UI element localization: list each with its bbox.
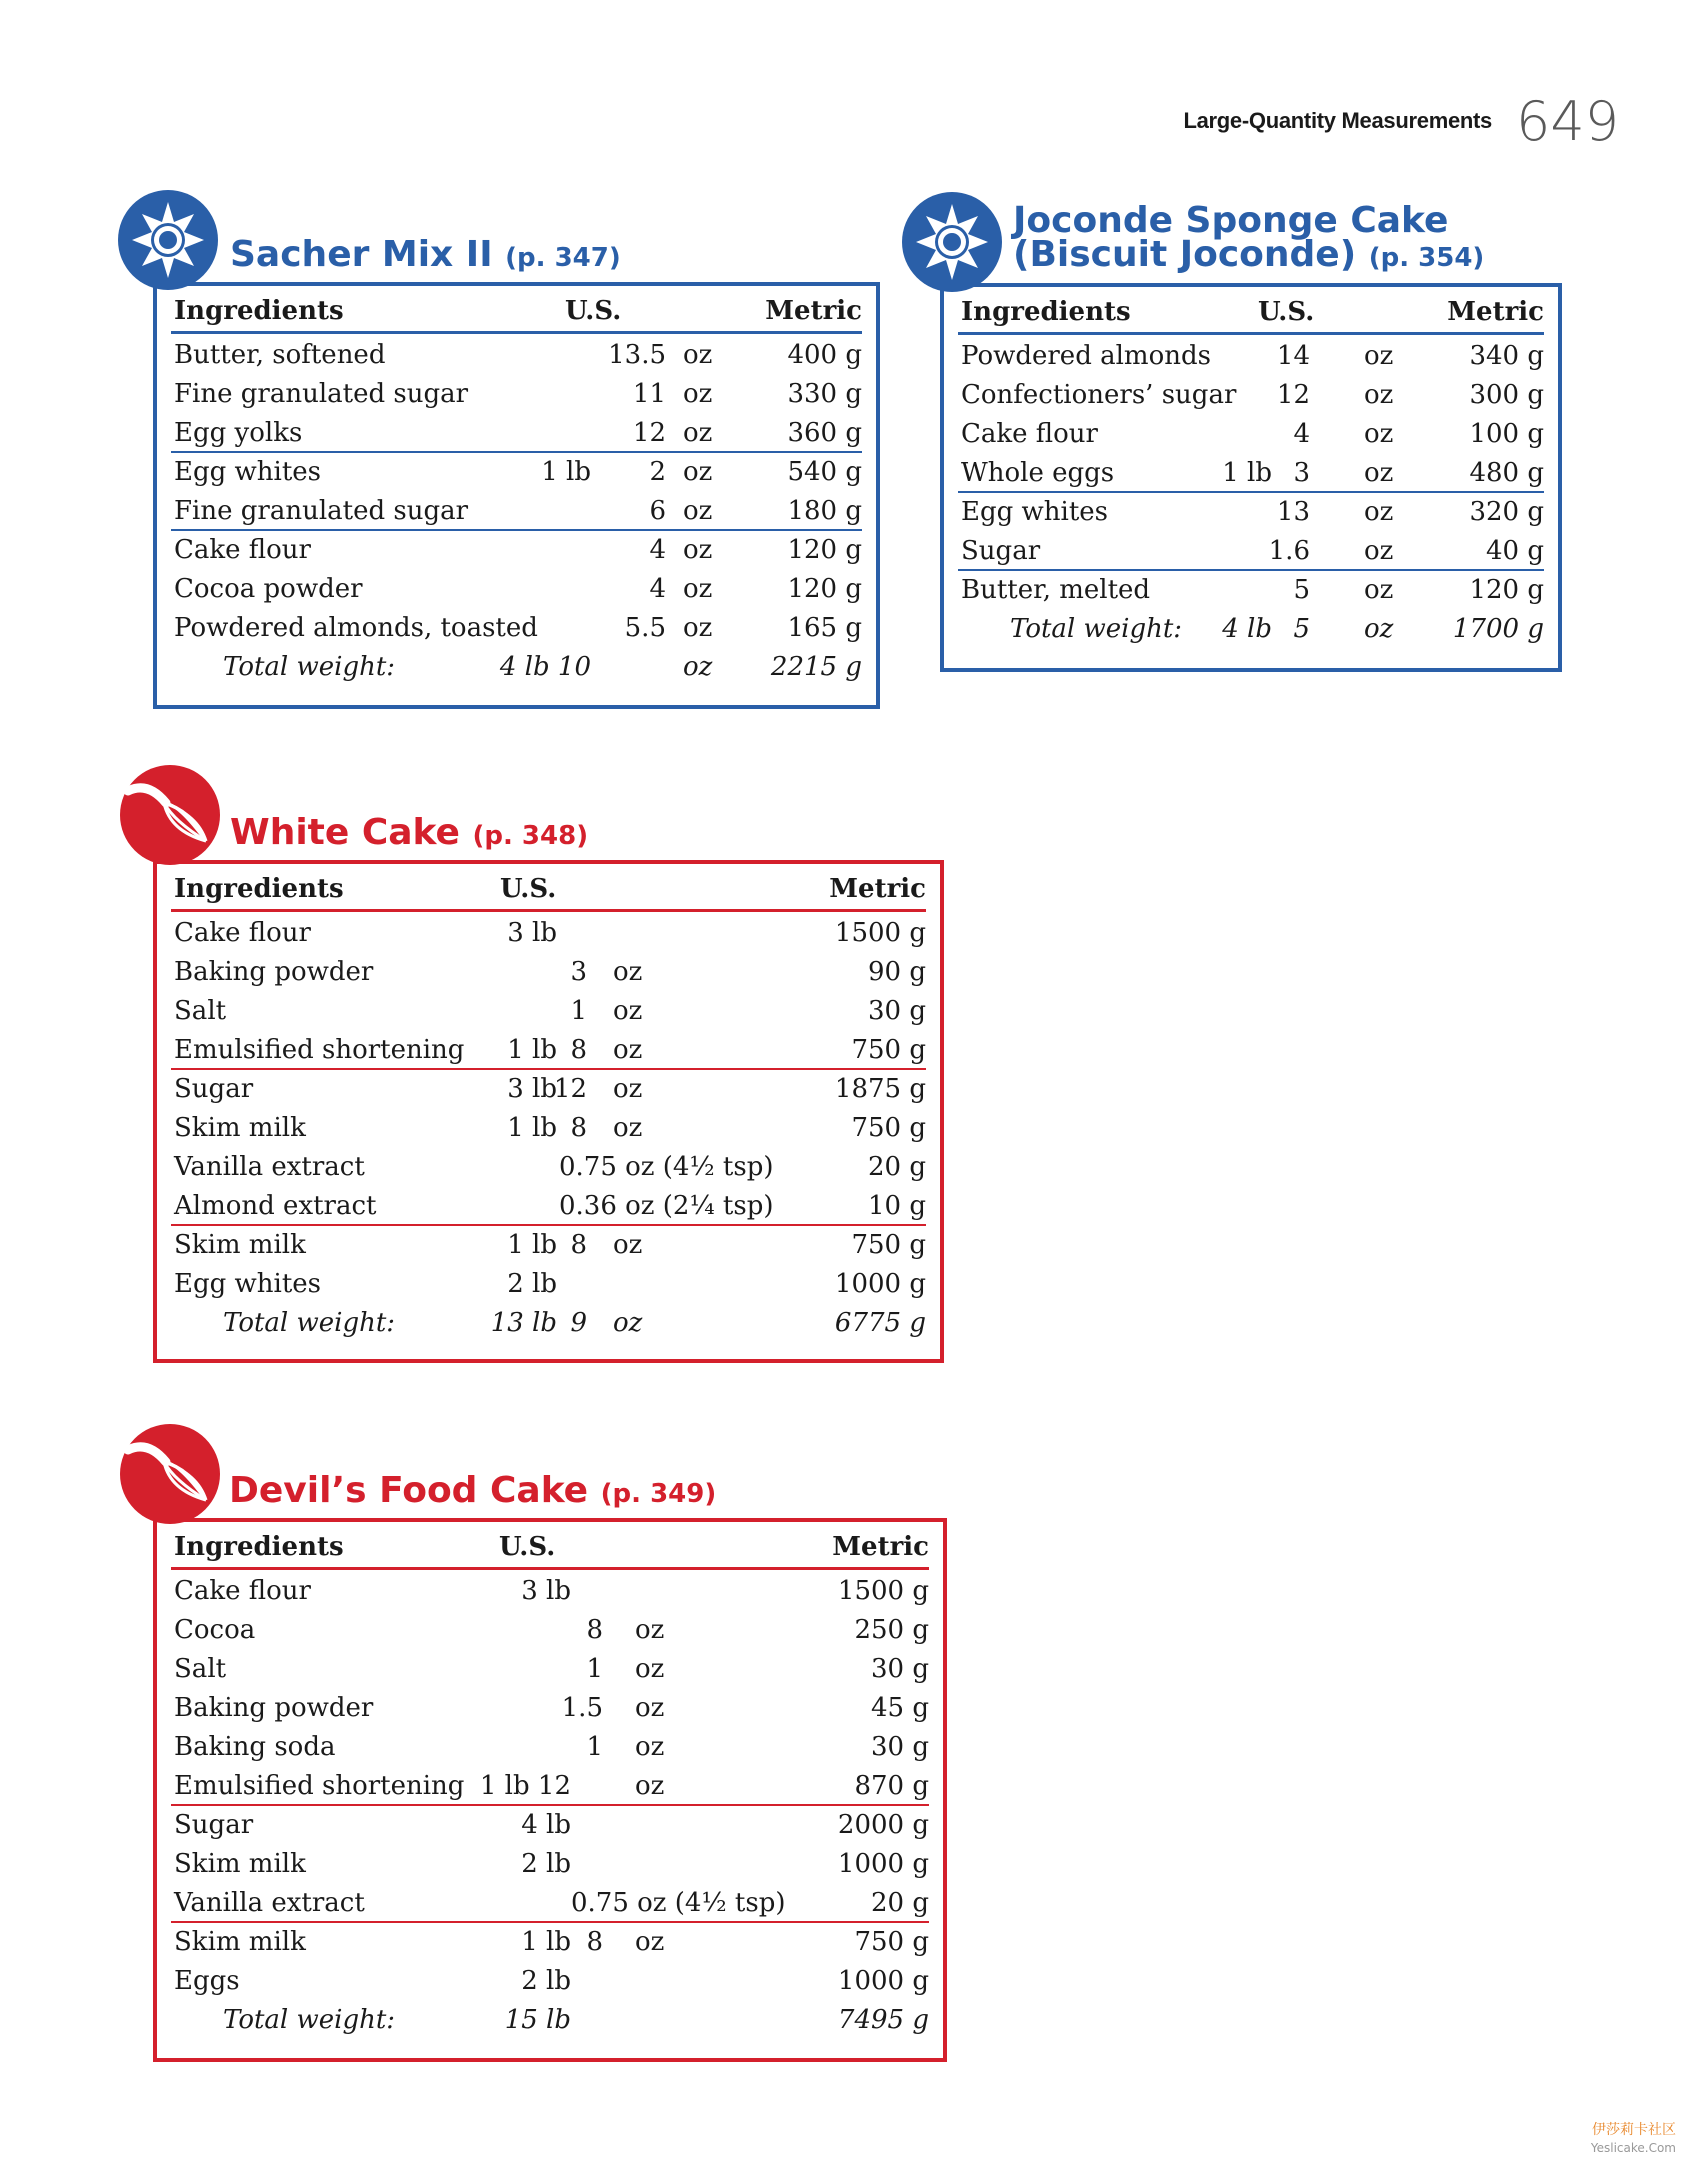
sacher-title xyxy=(230,234,621,275)
total-pounds: 15 lb xyxy=(504,2005,571,2035)
us-ounces: 13.5 xyxy=(608,340,666,370)
table-row xyxy=(157,375,876,414)
metric-value: 750 g xyxy=(851,1230,926,1260)
metric-value: 1875 g xyxy=(834,1074,926,1104)
ingredient-name: Baking soda xyxy=(174,1732,336,1762)
us-ounces: 5 xyxy=(1293,575,1310,605)
us-ounces: 3 xyxy=(570,957,587,987)
us-unit: oz xyxy=(613,1035,643,1065)
metric-value: 10 g xyxy=(868,1191,926,1221)
metric-value: 1500 g xyxy=(837,1576,929,1606)
watermark xyxy=(1591,2121,1676,2157)
joconde-page-ref: (p. 354) xyxy=(1368,243,1485,273)
us-unit: oz xyxy=(683,496,713,526)
ingredient-name: Sugar xyxy=(961,536,1041,566)
col-ingredients: Ingredients xyxy=(174,296,344,326)
total-unit: oz xyxy=(683,652,713,682)
ingredient-name: Salt xyxy=(174,1654,227,1684)
ingredient-name: Cake flour xyxy=(174,535,311,565)
table-row xyxy=(157,953,940,992)
ingredient-name: Eggs xyxy=(174,1966,240,1996)
us-unit: oz xyxy=(1364,536,1394,566)
whisk-emblem-icon xyxy=(118,763,222,867)
metric-value: 180 g xyxy=(787,496,862,526)
ingredient-name: Skim milk xyxy=(174,1927,306,1957)
us-pounds: 1 lb xyxy=(507,1230,557,1260)
metric-value: 165 g xyxy=(787,613,862,643)
total-ounces: 9 xyxy=(570,1308,587,1338)
running-header: Large-Quantity Measurements xyxy=(1183,108,1492,133)
table-row xyxy=(157,1226,940,1265)
us-unit: oz xyxy=(683,340,713,370)
us-ounces: 4 xyxy=(649,574,666,604)
us-unit: oz xyxy=(613,996,643,1026)
col-metric: Metric xyxy=(1447,297,1544,327)
metric-value: 300 g xyxy=(1469,380,1544,410)
us-pounds: 1 lb 12 xyxy=(479,1771,571,1801)
table-row xyxy=(157,1572,943,1611)
col-ingredients: Ingredients xyxy=(961,297,1131,327)
sacher-header-row xyxy=(157,292,876,331)
col-us: U.S. xyxy=(565,296,622,326)
table-row xyxy=(157,1031,940,1070)
metric-value: 120 g xyxy=(787,574,862,604)
col-metric: Metric xyxy=(832,1532,929,1562)
watermark-line1: 伊莎莉卡社区 xyxy=(1592,2122,1676,2138)
col-us: U.S. xyxy=(500,874,557,904)
table-row xyxy=(944,337,1558,376)
total-pounds: 4 lb xyxy=(1222,614,1272,644)
devils-header-row xyxy=(157,1528,943,1567)
total-metric: 2215 g xyxy=(770,652,862,682)
us-ounces: 3 xyxy=(1293,458,1310,488)
cordon-bleu-emblem-icon xyxy=(116,188,220,292)
us-ounces: 1.6 xyxy=(1268,536,1310,566)
devils-food-title xyxy=(229,1470,716,1511)
table-row xyxy=(157,1611,943,1650)
table-row xyxy=(944,493,1558,532)
sacher-table xyxy=(153,282,880,709)
table-row xyxy=(157,1806,943,1845)
us-unit: oz xyxy=(635,1654,665,1684)
us-ounces: 4 xyxy=(1293,419,1310,449)
col-metric: Metric xyxy=(765,296,862,326)
white-cake-page-ref: (p. 348) xyxy=(472,821,589,851)
us-extra: 0.75 oz (4½ tsp) xyxy=(559,1152,774,1182)
table-row xyxy=(157,1767,943,1806)
metric-value: 1000 g xyxy=(837,1849,929,1879)
metric-value: 340 g xyxy=(1469,341,1544,371)
metric-value: 40 g xyxy=(1486,536,1544,566)
us-unit: oz xyxy=(613,1113,643,1143)
us-unit: oz xyxy=(635,1615,665,1645)
ingredient-name: Skim milk xyxy=(174,1849,306,1879)
col-us: U.S. xyxy=(1258,297,1315,327)
ingredient-name: Butter, melted xyxy=(961,575,1151,605)
total-row xyxy=(157,648,876,687)
us-ounces: 1 xyxy=(586,1732,603,1762)
metric-value: 360 g xyxy=(787,418,862,448)
table-row xyxy=(944,454,1558,493)
us-unit: oz xyxy=(1364,380,1394,410)
cordon-bleu-emblem-icon xyxy=(900,190,1004,294)
white-header-row xyxy=(157,870,940,909)
ingredient-name: Cocoa xyxy=(174,1615,256,1645)
us-ounces: 5.5 xyxy=(624,613,666,643)
us-pounds: 2 lb xyxy=(521,1966,571,1996)
total-metric: 6775 g xyxy=(834,1308,926,1338)
us-ounces: 8 xyxy=(586,1927,603,1957)
ingredient-name: Powdered almonds xyxy=(961,341,1211,371)
us-ounces: 13 xyxy=(1276,497,1310,527)
us-unit: oz xyxy=(683,535,713,565)
ingredient-name: Emulsified shortening xyxy=(174,1771,465,1801)
total-unit: oz xyxy=(613,1308,643,1338)
us-unit: oz xyxy=(635,1732,665,1762)
us-unit: oz xyxy=(683,613,713,643)
table-row xyxy=(157,453,876,492)
metric-value: 2000 g xyxy=(837,1810,929,1840)
ingredient-name: Almond extract xyxy=(174,1191,377,1221)
us-unit: oz xyxy=(683,418,713,448)
ingredient-name: Vanilla extract xyxy=(174,1888,365,1918)
total-pounds: 13 lb xyxy=(490,1308,557,1338)
metric-value: 750 g xyxy=(854,1927,929,1957)
metric-value: 870 g xyxy=(854,1771,929,1801)
us-ounces: 12 xyxy=(1276,380,1310,410)
ingredient-name: Egg whites xyxy=(174,457,322,487)
table-row xyxy=(157,1265,940,1304)
table-row xyxy=(157,609,876,648)
total-label: Total weight: xyxy=(223,652,396,682)
us-unit: oz xyxy=(683,574,713,604)
table-row xyxy=(157,531,876,570)
header-rule xyxy=(171,1567,929,1570)
ingredient-name: Cocoa powder xyxy=(174,574,363,604)
joconde-title-line1: Joconde Sponge Cake xyxy=(1013,200,1449,241)
metric-value: 320 g xyxy=(1469,497,1544,527)
metric-value: 480 g xyxy=(1469,458,1544,488)
us-ounces: 14 xyxy=(1276,341,1310,371)
us-pounds: 3 lb xyxy=(507,1074,557,1104)
header-rule xyxy=(171,909,926,912)
joconde-table xyxy=(940,283,1562,672)
us-unit: oz xyxy=(1364,419,1394,449)
us-unit: oz xyxy=(635,1771,665,1801)
joconde-title-line2: (Biscuit Joconde) xyxy=(1013,234,1357,275)
ingredient-name: Fine granulated sugar xyxy=(174,379,469,409)
metric-value: 120 g xyxy=(1469,575,1544,605)
ingredient-name: Emulsified shortening xyxy=(174,1035,465,1065)
total-pounds: 4 lb 10 xyxy=(499,652,591,682)
ingredient-name: Sugar xyxy=(174,1810,254,1840)
devils-food-title-text: Devil’s Food Cake xyxy=(229,1470,589,1511)
ingredient-name: Cake flour xyxy=(174,1576,311,1606)
table-row xyxy=(157,1650,943,1689)
metric-value: 120 g xyxy=(787,535,862,565)
us-ounces: 8 xyxy=(570,1113,587,1143)
metric-value: 30 g xyxy=(871,1732,929,1762)
table-row xyxy=(157,1148,940,1187)
us-pounds: 1 lb xyxy=(521,1927,571,1957)
metric-value: 1000 g xyxy=(834,1269,926,1299)
whisk-emblem-icon xyxy=(118,1422,222,1526)
us-pounds: 1 lb xyxy=(507,1035,557,1065)
total-label: Total weight: xyxy=(223,2005,396,2035)
metric-value: 750 g xyxy=(851,1035,926,1065)
col-metric: Metric xyxy=(829,874,926,904)
us-ounces: 4 xyxy=(649,535,666,565)
us-unit: oz xyxy=(635,1693,665,1723)
ingredient-name: Egg yolks xyxy=(174,418,303,448)
us-ounces: 8 xyxy=(570,1035,587,1065)
metric-value: 20 g xyxy=(871,1888,929,1918)
us-pounds: 3 lb xyxy=(521,1576,571,1606)
white-cake-title xyxy=(230,812,588,853)
us-ounces: 2 xyxy=(649,457,666,487)
ingredient-name: Baking powder xyxy=(174,957,374,987)
table-row xyxy=(157,1187,940,1226)
sacher-page-ref: (p. 347) xyxy=(505,243,621,273)
metric-value: 45 g xyxy=(871,1693,929,1723)
us-ounces: 8 xyxy=(570,1230,587,1260)
table-row xyxy=(157,992,940,1031)
us-unit: oz xyxy=(683,457,713,487)
metric-value: 1000 g xyxy=(837,1966,929,1996)
col-ingredients: Ingredients xyxy=(174,1532,344,1562)
metric-value: 330 g xyxy=(787,379,862,409)
ingredient-name: Skim milk xyxy=(174,1230,306,1260)
page-number: 649 xyxy=(1516,90,1620,153)
total-ounces: 5 xyxy=(1293,614,1310,644)
joconde-header-row xyxy=(944,293,1558,332)
table-row xyxy=(157,1845,943,1884)
metric-value: 30 g xyxy=(871,1654,929,1684)
ingredient-name: Skim milk xyxy=(174,1113,306,1143)
ingredient-name: Powdered almonds, toasted xyxy=(174,613,538,643)
ingredient-name: Baking powder xyxy=(174,1693,374,1723)
metric-value: 1500 g xyxy=(834,918,926,948)
ingredient-name: Salt xyxy=(174,996,227,1026)
us-extra: 0.36 oz (2¼ tsp) xyxy=(559,1191,774,1221)
us-unit: oz xyxy=(1364,575,1394,605)
col-us: U.S. xyxy=(499,1532,556,1562)
us-unit: oz xyxy=(1364,497,1394,527)
devils-food-table xyxy=(153,1518,947,2062)
us-ounces: 12 xyxy=(632,418,666,448)
col-ingredients: Ingredients xyxy=(174,874,344,904)
total-label: Total weight: xyxy=(223,1308,396,1338)
us-ounces: 11 xyxy=(632,379,666,409)
table-row xyxy=(157,336,876,375)
table-row xyxy=(944,532,1558,571)
us-pounds: 1 lb xyxy=(1222,458,1272,488)
joconde-title xyxy=(1013,200,1485,275)
metric-value: 100 g xyxy=(1469,419,1544,449)
us-pounds: 2 lb xyxy=(521,1849,571,1879)
us-unit: oz xyxy=(635,1927,665,1957)
us-pounds: 4 lb xyxy=(521,1810,571,1840)
metric-value: 750 g xyxy=(851,1113,926,1143)
us-unit: oz xyxy=(683,379,713,409)
total-row xyxy=(157,2001,943,2040)
ingredient-name: Vanilla extract xyxy=(174,1152,365,1182)
table-row xyxy=(944,376,1558,415)
white-cake-table xyxy=(153,860,944,1363)
table-row xyxy=(944,415,1558,454)
total-metric: 7495 g xyxy=(837,2005,929,2035)
us-unit: oz xyxy=(613,957,643,987)
ingredient-name: Egg whites xyxy=(174,1269,322,1299)
metric-value: 400 g xyxy=(787,340,862,370)
us-pounds: 3 lb xyxy=(507,918,557,948)
us-pounds: 1 lb xyxy=(507,1113,557,1143)
metric-value: 540 g xyxy=(787,457,862,487)
total-row xyxy=(944,610,1558,649)
ingredient-name: Fine granulated sugar xyxy=(174,496,469,526)
table-row xyxy=(157,570,876,609)
table-row xyxy=(157,492,876,531)
us-ounces: 8 xyxy=(586,1615,603,1645)
table-row xyxy=(944,571,1558,610)
table-row xyxy=(157,1962,943,2001)
total-metric: 1700 g xyxy=(1452,614,1544,644)
total-label: Total weight: xyxy=(1010,614,1183,644)
metric-value: 90 g xyxy=(868,957,926,987)
ingredient-name: Whole eggs xyxy=(961,458,1115,488)
us-unit: oz xyxy=(1364,341,1394,371)
table-row xyxy=(157,1109,940,1148)
watermark-line2: Yeslicake.Com xyxy=(1590,2141,1676,2155)
us-pounds: 1 lb xyxy=(541,457,591,487)
metric-value: 30 g xyxy=(868,996,926,1026)
total-row xyxy=(157,1304,940,1343)
devils-food-page-ref: (p. 349) xyxy=(600,1479,717,1509)
us-ounces: 1.5 xyxy=(561,1693,603,1723)
table-row xyxy=(157,414,876,453)
total-unit: oz xyxy=(1364,614,1394,644)
table-row xyxy=(157,1070,940,1109)
table-row xyxy=(157,1923,943,1962)
us-unit: oz xyxy=(613,1230,643,1260)
header-rule xyxy=(171,331,862,334)
ingredient-name: Cake flour xyxy=(174,918,311,948)
ingredient-name: Egg whites xyxy=(961,497,1109,527)
ingredient-name: Sugar xyxy=(174,1074,254,1104)
table-row xyxy=(157,1884,943,1923)
white-cake-title-text: White Cake xyxy=(230,812,460,853)
us-extra: 0.75 oz (4½ tsp) xyxy=(571,1888,786,1918)
metric-value: 250 g xyxy=(854,1615,929,1645)
us-unit: oz xyxy=(1364,458,1394,488)
sacher-title-text: Sacher Mix II xyxy=(230,234,493,275)
us-ounces: 1 xyxy=(586,1654,603,1684)
table-row xyxy=(157,914,940,953)
us-ounces: 1 xyxy=(570,996,587,1026)
ingredient-name: Butter, softened xyxy=(174,340,386,370)
us-unit: oz xyxy=(613,1074,643,1104)
header-rule xyxy=(958,332,1544,335)
table-row xyxy=(157,1728,943,1767)
table-row xyxy=(157,1689,943,1728)
us-ounces: 6 xyxy=(649,496,666,526)
metric-value: 20 g xyxy=(868,1152,926,1182)
ingredient-name: Confectioners’ sugar xyxy=(961,380,1237,410)
us-ounces: 12 xyxy=(553,1074,587,1104)
us-pounds: 2 lb xyxy=(507,1269,557,1299)
ingredient-name: Cake flour xyxy=(961,419,1098,449)
